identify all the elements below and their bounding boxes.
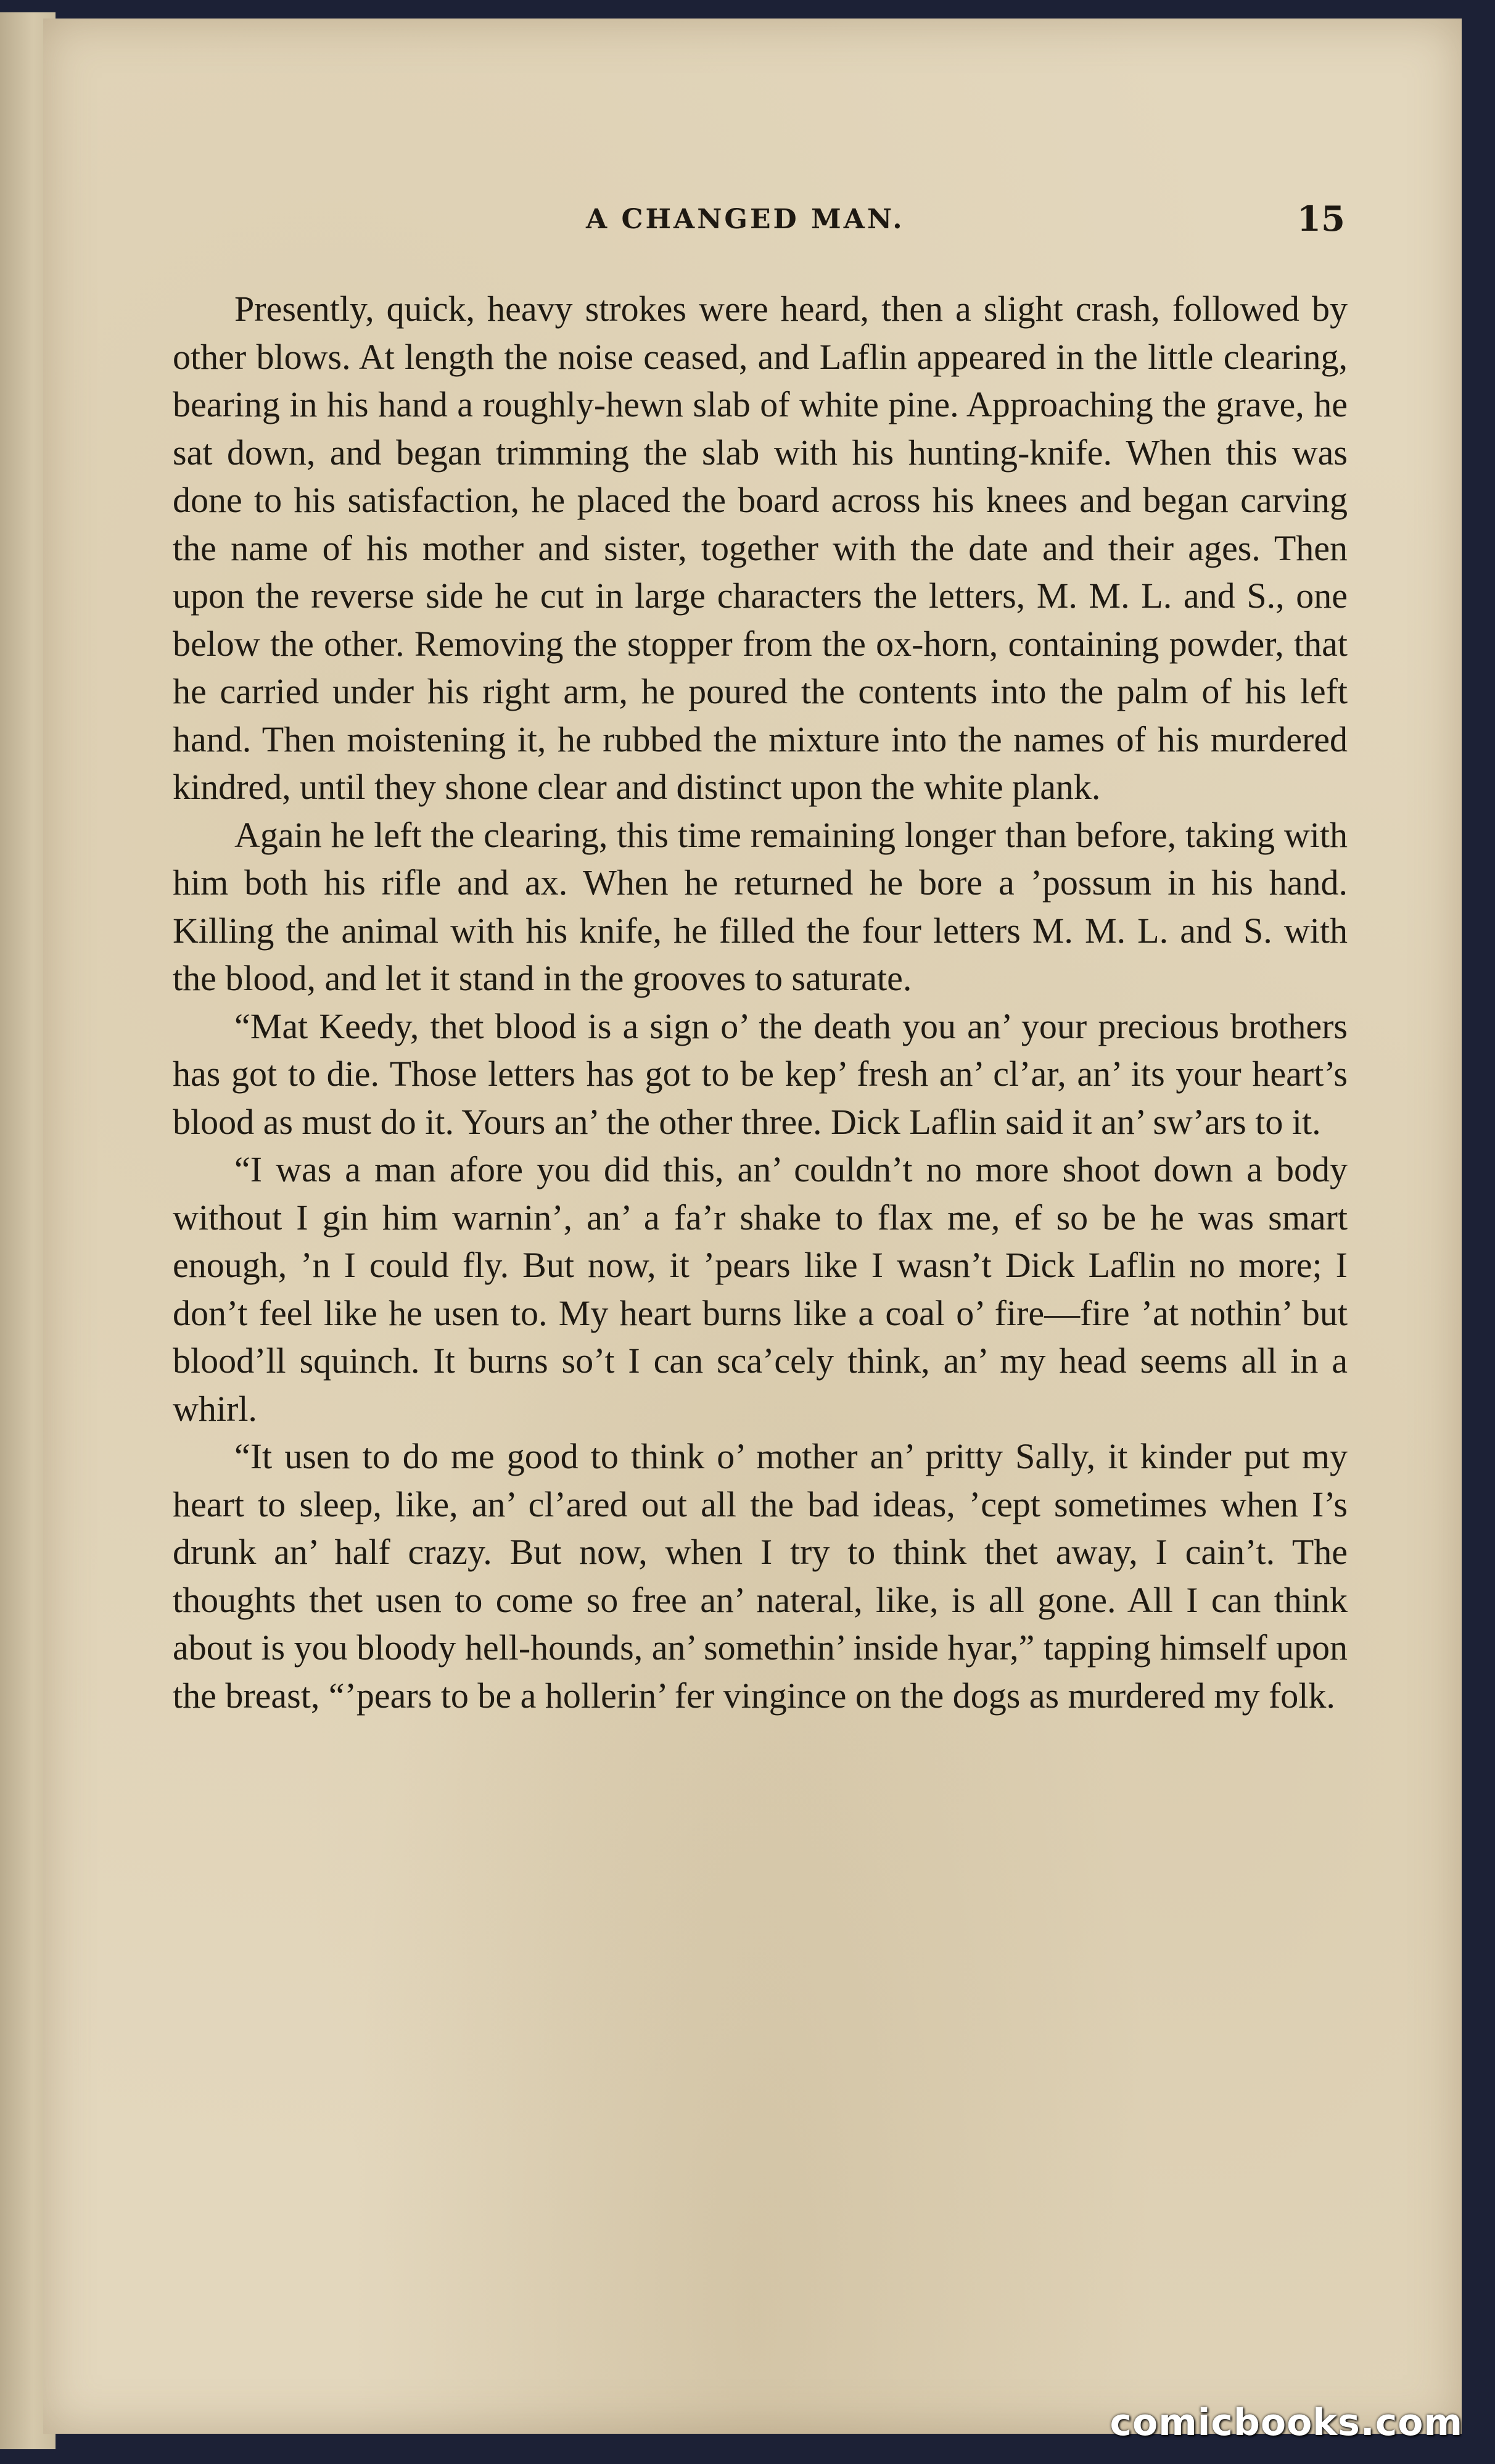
- paragraph: Again he left the clearing, this time remaining longer than before, taking with him both his rifle and ax. When he returned he bore a ’possum in his hand. Killing the animal with his knife, he filled the four letters M. M. L. and S. with the blood, and let it stand in the grooves to saturate.: [173, 814, 1348, 998]
- page-number: 15: [1297, 199, 1345, 239]
- running-title: A CHANGED MAN.: [586, 204, 905, 235]
- paragraph: “I was a man afore you did this, an’ couldn’t no more shoot down a body without I gin him warnin’, an’ a fa’r shake to flax me, ef so be he was smart enough, ’n I could fly. But now, it ’pears like I wasn’t Dick Laflin no more; I don’t feel like he usen to. My heart burns like a coal o’ fire—fire ’at nothin’ but blood’ll squinch. It burns so’t I can sca’cely think, an’ my head seems all in a whirl.: [173, 1149, 1348, 1429]
- paragraph: “It usen to do me good to think o’ mother an’ pritty Sally, it kinder put my heart to sleep, like, an’ cl’ared out all the bad ideas, ’cept sometimes when I’s drunk an’ half crazy. But now, when I try to think thet away, I cain’t. The thoughts thet usen to come so free an’ nateral, like, is all gone. All I can think about is you bloody hell-hounds, an’ somethin’ inside hyar,” tapping himself upon the breast, “’pears to be a hollerin’ fer vingince on the dogs as murdered my folk.: [173, 1436, 1348, 1716]
- paragraph: “Mat Keedy, thet blood is a sign o’ the death you an’ your precious brothers has got to die. Those letters has got to be kep’ fresh an’ cl’ar, an’ its your heart’s blood as must do it. Yours an’ the other three. Dick Laflin said it an’ sw’ars to it.: [173, 1006, 1348, 1142]
- paragraph: Presently, quick, heavy strokes were heard, then a slight crash, followed by other blows. At length the noise ceased, and Laflin appeared in the little clearing, bearing in his hand a roughly-hewn slab of white pine. Approaching the grave, he sat down, and began trimming the slab with his hunting-knife. When this was done to his satisfaction, he placed the board across his knees and began carving the name of his mother and sister, together with the date and their ages. Then upon the reverse side he cut in large characters the letters, M. M. L. and S., one below the other. Removing the stopper from the ox-horn, containing powder, that he carried under his right arm, he poured the contents into the palm of his left hand. Then moistening it, he rubbed the mixture into the names of his murdered kindred, until they shone clear and distinct upon the white plank.: [173, 289, 1348, 807]
- running-head: [43, 199, 1462, 241]
- watermark: comicbooks.com: [1110, 2401, 1463, 2444]
- book-page: [43, 19, 1462, 2434]
- body-text: [173, 285, 1348, 1719]
